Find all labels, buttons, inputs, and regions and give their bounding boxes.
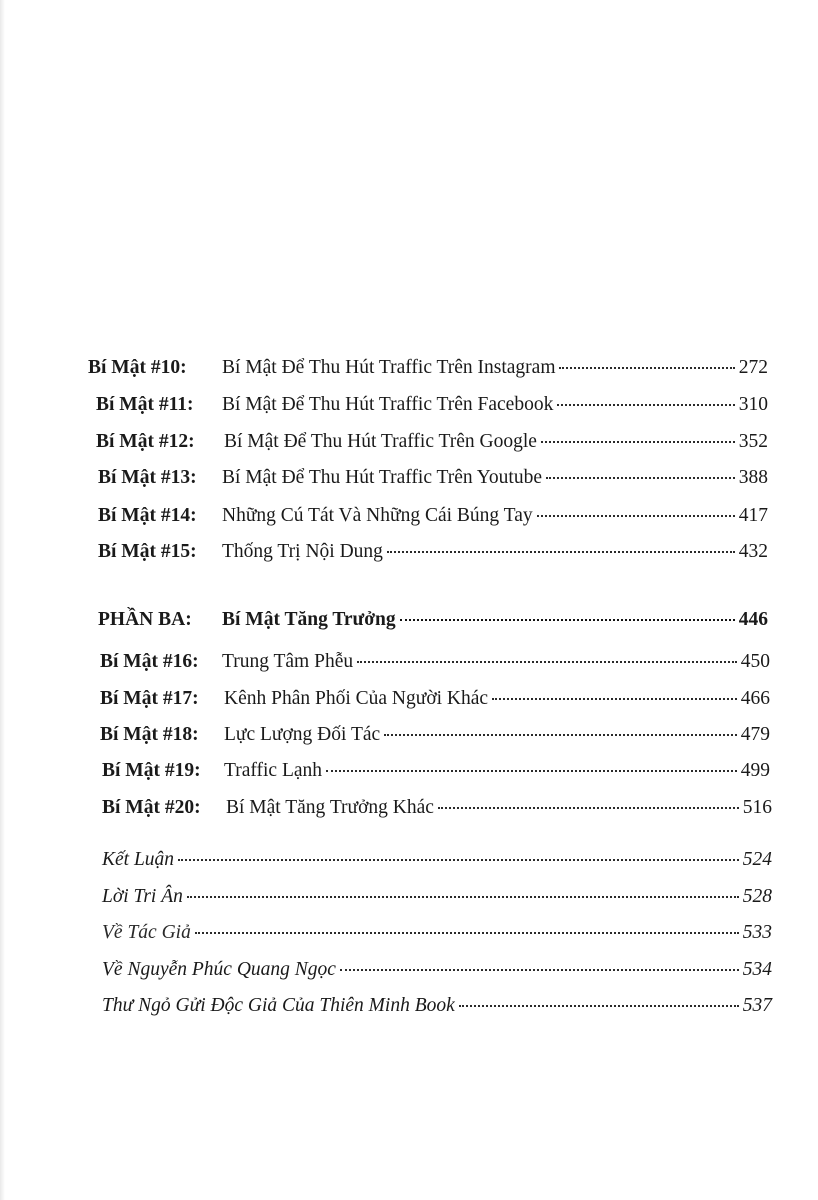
dot-leader [195,932,739,934]
entry-title: Bí Mật Để Thu Hút Traffic Trên Facebook [222,394,554,415]
entry-label: Bí Mật #10: [88,357,187,378]
entry-title: Lực Lượng Đối Tác [224,724,381,745]
entry-page-number: 272 [738,357,768,378]
dot-leader [187,896,739,898]
dot-leader [326,770,737,772]
entry-page-number: 388 [738,467,768,488]
entry-page-number: 516 [742,797,772,818]
entry-page-number: 528 [742,886,772,907]
entry-label: Bí Mật #14: [98,505,197,526]
entry-page-number: 534 [742,959,772,980]
entry-title: Bí Mật Tăng Trưởng Khác [226,797,434,818]
dot-leader [459,1005,739,1007]
entry-title: Những Cú Tát Và Những Cái Búng Tay [222,505,533,526]
toc-entry-secret-15[interactable] [98,540,768,564]
entry-label: Bí Mật #13: [98,467,197,488]
entry-page-number: 450 [740,651,770,672]
entry-page-number: 537 [742,995,772,1016]
entry-label: Bí Mật #18: [100,724,199,745]
toc-entry-about-author[interactable] [102,921,772,945]
entry-title: Thống Trị Nội Dung [222,541,383,562]
dot-leader [541,441,735,443]
toc-part-three-heading[interactable] [98,608,768,632]
dot-leader [438,807,739,809]
entry-label: Bí Mật #16: [100,651,199,672]
dot-leader [537,515,735,517]
toc-entry-secret-17[interactable] [100,687,770,711]
toc-entry-secret-12[interactable] [96,430,768,454]
entry-title: Bí Mật Để Thu Hút Traffic Trên Instagram [222,357,556,378]
entry-title: Trung Tâm Phễu [222,651,354,672]
entry-page-number: 524 [742,849,772,870]
toc-entry-secret-19[interactable] [102,759,770,783]
table-of-contents [0,356,818,1036]
toc-entry-secret-13[interactable] [98,466,768,490]
entry-title: Bí Mật Để Thu Hút Traffic Trên Youtube [222,467,542,488]
toc-entry-secret-14[interactable] [98,504,768,528]
dot-leader [357,661,737,663]
dot-leader [546,477,735,479]
entry-label: Bí Mật #11: [96,394,194,415]
entry-title: Kênh Phân Phối Của Người Khác [224,688,489,709]
part-label: PHẦN BA: [98,609,192,630]
entry-label: Bí Mật #19: [102,760,201,781]
entry-page-number: 352 [738,431,768,452]
dot-leader [400,619,735,621]
entry-title: Bí Mật Để Thu Hút Traffic Trên Google [224,431,537,452]
toc-entry-secret-10[interactable] [88,356,768,380]
toc-entry-secret-16[interactable] [100,650,770,674]
entry-title: Thư Ngỏ Gửi Độc Giả Của Thiên Minh Book [102,995,455,1016]
dot-leader [387,551,735,553]
entry-page-number: 432 [738,541,768,562]
toc-entry-publisher-letter[interactable] [102,994,772,1018]
part-title: Bí Mật Tăng Trưởng [222,609,396,630]
entry-page-number: 479 [740,724,770,745]
entry-page-number: 499 [740,760,770,781]
part-page-number: 446 [738,609,768,630]
entry-label: Bí Mật #17: [100,688,199,709]
entry-label: Bí Mật #20: [102,797,201,818]
toc-entry-acknowledgements[interactable] [102,885,772,909]
dot-leader [492,698,737,700]
dot-leader [384,734,737,736]
entry-page-number: 417 [738,505,768,526]
toc-entry-secret-18[interactable] [100,723,770,747]
entry-title: Về Nguyễn Phúc Quang Ngọc [102,959,336,980]
entry-title: Kết Luận [102,849,175,870]
entry-page-number: 310 [738,394,768,415]
entry-page-number: 533 [742,922,772,943]
entry-page-number: 466 [740,688,770,709]
dot-leader [340,969,739,971]
entry-label: Bí Mật #15: [98,541,197,562]
toc-entry-secret-20[interactable] [102,796,772,820]
entry-title: Traffic Lạnh [224,760,323,781]
toc-entry-conclusion[interactable] [102,848,772,872]
entry-title: Lời Tri Ân [102,886,183,907]
dot-leader [178,859,739,861]
entry-label: Bí Mật #12: [96,431,195,452]
toc-entry-about-translator[interactable] [102,958,772,982]
toc-entry-secret-11[interactable] [96,393,768,417]
entry-title: Về Tác Giả [102,922,191,943]
dot-leader [559,367,734,369]
dot-leader [557,404,734,406]
